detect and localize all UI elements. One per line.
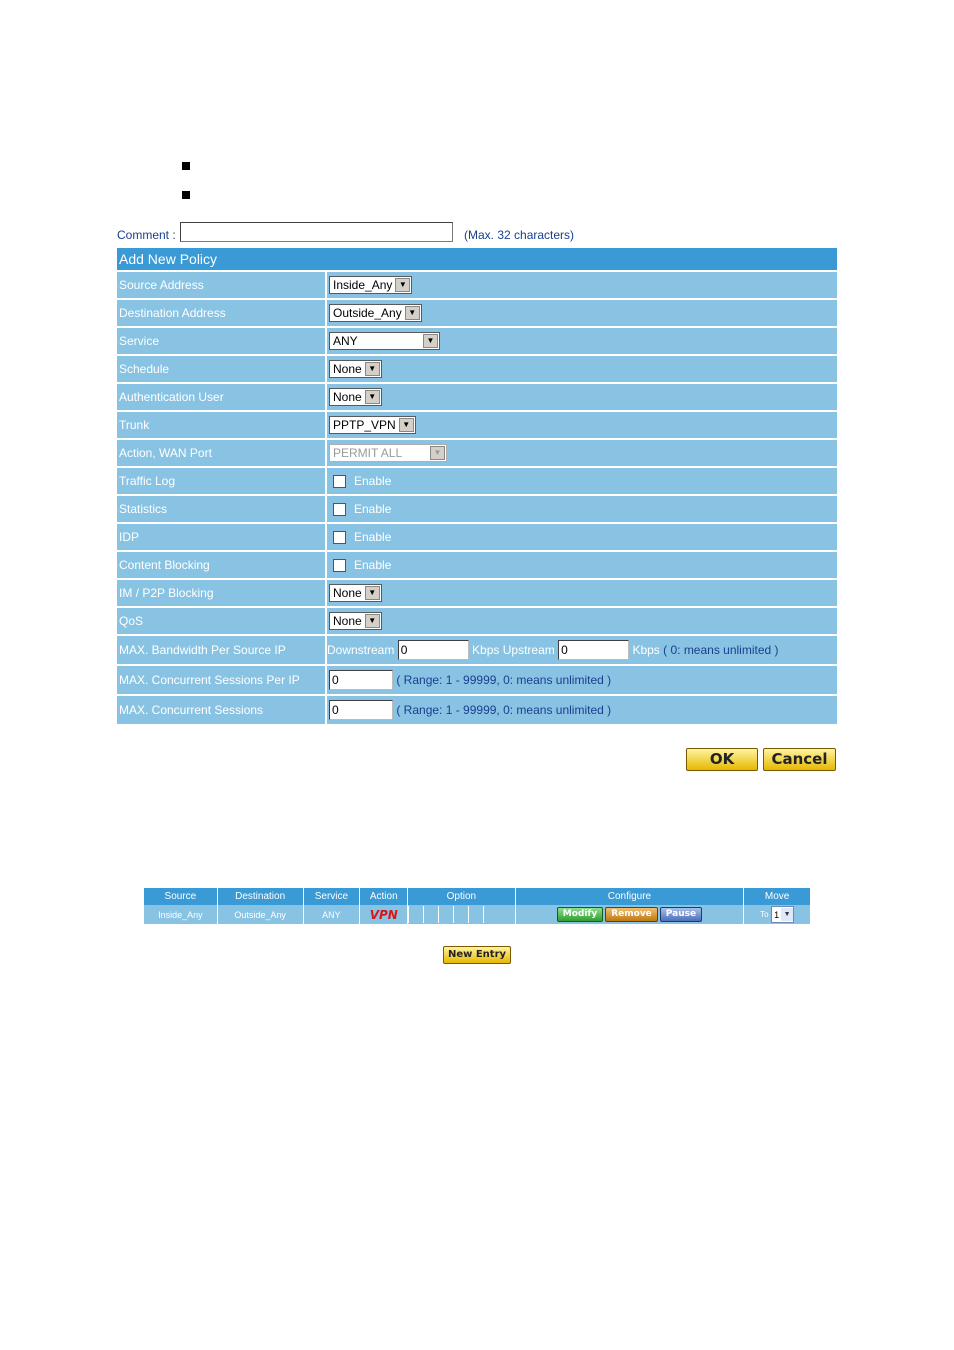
remove-button[interactable]: Remove (605, 907, 658, 922)
max-sessions-per-ip-input[interactable]: 0 (329, 670, 393, 690)
dropdown-arrow-icon: ▼ (430, 446, 445, 460)
kbps-label: Kbps (632, 643, 660, 657)
modify-button[interactable]: Modify (557, 907, 603, 922)
max-sessions-per-ip-label: MAX. Concurrent Sessions Per IP (117, 666, 327, 696)
add-policy-form (117, 248, 837, 726)
action-wan-port-label: Action, WAN Port (117, 440, 327, 468)
col-service: Service (303, 888, 360, 905)
policy-list-table (144, 888, 811, 924)
authentication-user-select[interactable]: None ▼ (329, 388, 382, 406)
idp-checkbox[interactable] (333, 531, 346, 544)
form-title: Add New Policy (117, 248, 837, 272)
row-configure (515, 905, 744, 924)
comment-input[interactable] (180, 222, 453, 242)
kbps-upstream-label: Kbps Upstream (472, 643, 555, 657)
row-service: ANY (303, 905, 360, 924)
ok-button[interactable]: OK (686, 748, 758, 771)
col-move: Move (744, 888, 811, 905)
row-destination: Outside_Any (217, 905, 303, 924)
row-option (408, 905, 515, 924)
bandwidth-hint: ( 0: means unlimited ) (663, 643, 779, 657)
statistics-enable-label: Enable (354, 502, 392, 517)
schedule-select[interactable]: None ▼ (329, 360, 382, 378)
row-move (744, 905, 811, 924)
downstream-label: Downstream (327, 643, 395, 657)
traffic-log-enable-label: Enable (354, 474, 392, 489)
trunk-label: Trunk (117, 412, 327, 440)
table-row (144, 905, 811, 924)
col-destination: Destination (217, 888, 303, 905)
destination-address-select[interactable]: Outside_Any ▼ (329, 304, 422, 322)
dropdown-arrow-icon: ▼ (399, 418, 414, 432)
downstream-input[interactable]: 0 (398, 640, 469, 660)
upstream-input[interactable]: 0 (558, 640, 629, 660)
dropdown-arrow-icon: ▼ (395, 278, 410, 292)
traffic-log-label: Traffic Log (117, 468, 327, 496)
pause-button[interactable]: Pause (660, 907, 702, 922)
schedule-label: Schedule (117, 356, 327, 384)
dropdown-arrow-icon: ▼ (405, 306, 420, 320)
bullet-icon (182, 191, 190, 199)
im-p2p-blocking-label: IM / P2P Blocking (117, 580, 327, 608)
chevron-down-icon: ▼ (781, 908, 793, 921)
dropdown-arrow-icon: ▼ (365, 614, 380, 628)
col-option: Option (408, 888, 515, 905)
statistics-label: Statistics (117, 496, 327, 524)
idp-enable-label: Enable (354, 530, 392, 545)
dropdown-arrow-icon: ▼ (365, 586, 380, 600)
service-label: Service (117, 328, 327, 356)
qos-select[interactable]: None ▼ (329, 612, 382, 630)
source-address-select[interactable]: Inside_Any ▼ (329, 276, 412, 294)
comment-hint: (Max. 32 characters) (464, 228, 575, 242)
qos-label: QoS (117, 608, 327, 636)
trunk-select[interactable]: PPTP_VPN ▼ (329, 416, 416, 434)
row-source: Inside_Any (144, 905, 217, 924)
col-action: Action (360, 888, 408, 905)
authentication-user-label: Authentication User (117, 384, 327, 412)
traffic-log-checkbox[interactable] (333, 475, 346, 488)
source-address-label: Source Address (117, 272, 327, 300)
im-p2p-blocking-select[interactable]: None ▼ (329, 584, 382, 602)
statistics-checkbox[interactable] (333, 503, 346, 516)
destination-address-label: Destination Address (117, 300, 327, 328)
max-sessions-per-ip-hint: ( Range: 1 - 99999, 0: means unlimited ) (396, 673, 612, 687)
max-sessions-input[interactable]: 0 (329, 700, 393, 720)
content-blocking-checkbox[interactable] (333, 559, 346, 572)
cancel-button[interactable]: Cancel (763, 748, 836, 771)
move-select[interactable]: 1 ▼ (771, 906, 794, 923)
move-to-label: To (760, 910, 769, 919)
idp-label: IDP (117, 524, 327, 552)
dropdown-arrow-icon: ▼ (365, 390, 380, 404)
max-bandwidth-label: MAX. Bandwidth Per Source IP (117, 636, 327, 666)
max-sessions-label: MAX. Concurrent Sessions (117, 696, 327, 726)
vpn-action-icon: VPN (369, 907, 398, 922)
bullet-icon (182, 162, 190, 170)
col-source: Source (144, 888, 217, 905)
content-blocking-enable-label: Enable (354, 558, 392, 573)
service-select[interactable]: ANY ▼ (329, 332, 440, 350)
dropdown-arrow-icon: ▼ (365, 362, 380, 376)
action-wan-port-select: PERMIT ALL ▼ (329, 444, 447, 462)
dropdown-arrow-icon: ▼ (423, 334, 438, 348)
comment-label: Comment : (117, 228, 176, 242)
col-configure: Configure (515, 888, 744, 905)
max-sessions-hint: ( Range: 1 - 99999, 0: means unlimited ) (396, 703, 612, 717)
new-entry-button[interactable]: New Entry (443, 946, 511, 964)
content-blocking-label: Content Blocking (117, 552, 327, 580)
